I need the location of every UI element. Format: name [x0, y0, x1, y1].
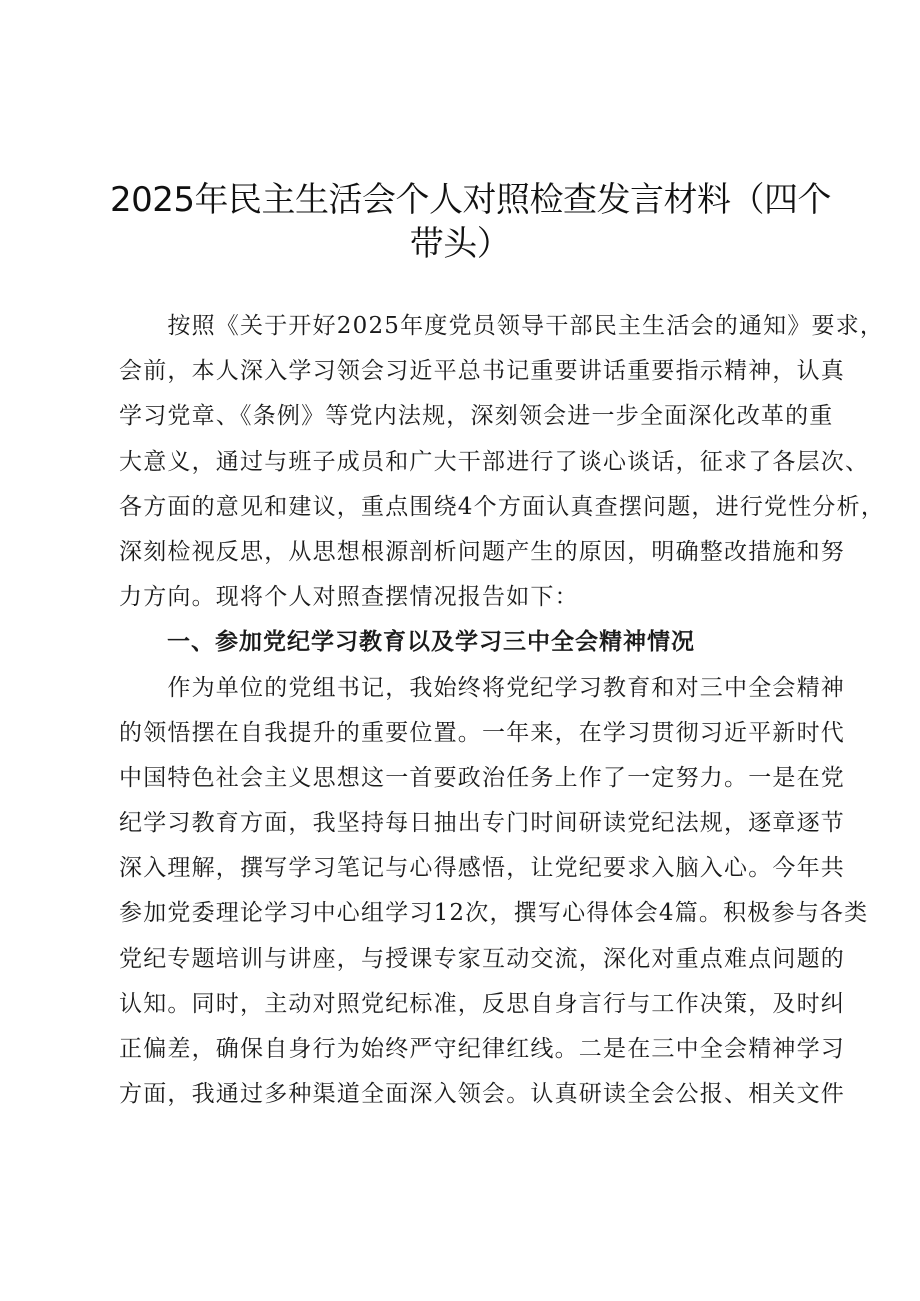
document-body: [119, 304, 886, 1117]
paragraph-line: 力方向。现将个人对照查摆情况报告如下：: [119, 584, 579, 611]
paragraph-line: 作为单位的党组书记，我始终将党纪学习教育和对三中全会精神: [119, 674, 845, 701]
paragraph-line: 大意义，通过与班子成员和广大干部进行了谈心谈话，征求了各层次、: [119, 448, 870, 475]
paragraph-line: 纪学习教育方面，我坚持每日抽出专门时间研读党纪法规，逐章逐节: [119, 810, 845, 837]
section-heading: 一、参加党纪学习教育以及学习三中全会精神情况: [119, 629, 695, 656]
paragraph-line: 深刻检视反思，从思想根源剖析问题产生的原因，明确整改措施和努: [119, 538, 845, 565]
title-line: 2025年民主生活会个人对照检查发言材料（四个: [110, 180, 832, 220]
paragraph-line: 学习党章、《条例》等党内法规，深刻领会进一步全面深化改革的重: [119, 403, 834, 430]
title-line: 带头）: [409, 224, 511, 264]
paragraph-line: 按照《关于开好2025年度党员领导干部民主生活会的通知》要求，: [119, 313, 885, 339]
paragraph-line: 深入理解，撰写学习笔记与心得感悟，让党纪要求入脑入心。今年共: [119, 855, 845, 882]
paragraph-line: 党纪专题培训与讲座，与授课专家互动交流，深化对重点难点问题的: [119, 945, 845, 972]
paragraph-line: 参加党委理论学习中心组学习12次，撰写心得体会4篇。积极参与各类: [119, 900, 869, 927]
document-title: [110, 178, 832, 266]
paragraph-line: 各方面的意见和建议，重点围绕4个方面认真查摆问题，进行党性分析，: [119, 493, 886, 520]
paragraph-line: 的领悟摆在自我提升的重要位置。一年来，在学习贯彻习近平新时代: [119, 719, 845, 746]
paragraph-line: 中国特色社会主义思想这一首要政治任务上作了一定努力。一是在党: [119, 764, 845, 791]
paragraph-line: 会前，本人深入学习领会习近平总书记重要讲话重要指示精神，认真: [119, 358, 845, 385]
paragraph-line: 方面，我通过多种渠道全面深入领会。认真研读全会公报、相关文件: [119, 1081, 845, 1108]
paragraph-line: 正偏差，确保自身行为始终严守纪律红线。二是在三中全会精神学习: [119, 1036, 845, 1062]
paragraph-line: 认知。同时，主动对照党纪标准，反思自身言行与工作决策，及时纠: [119, 990, 845, 1017]
